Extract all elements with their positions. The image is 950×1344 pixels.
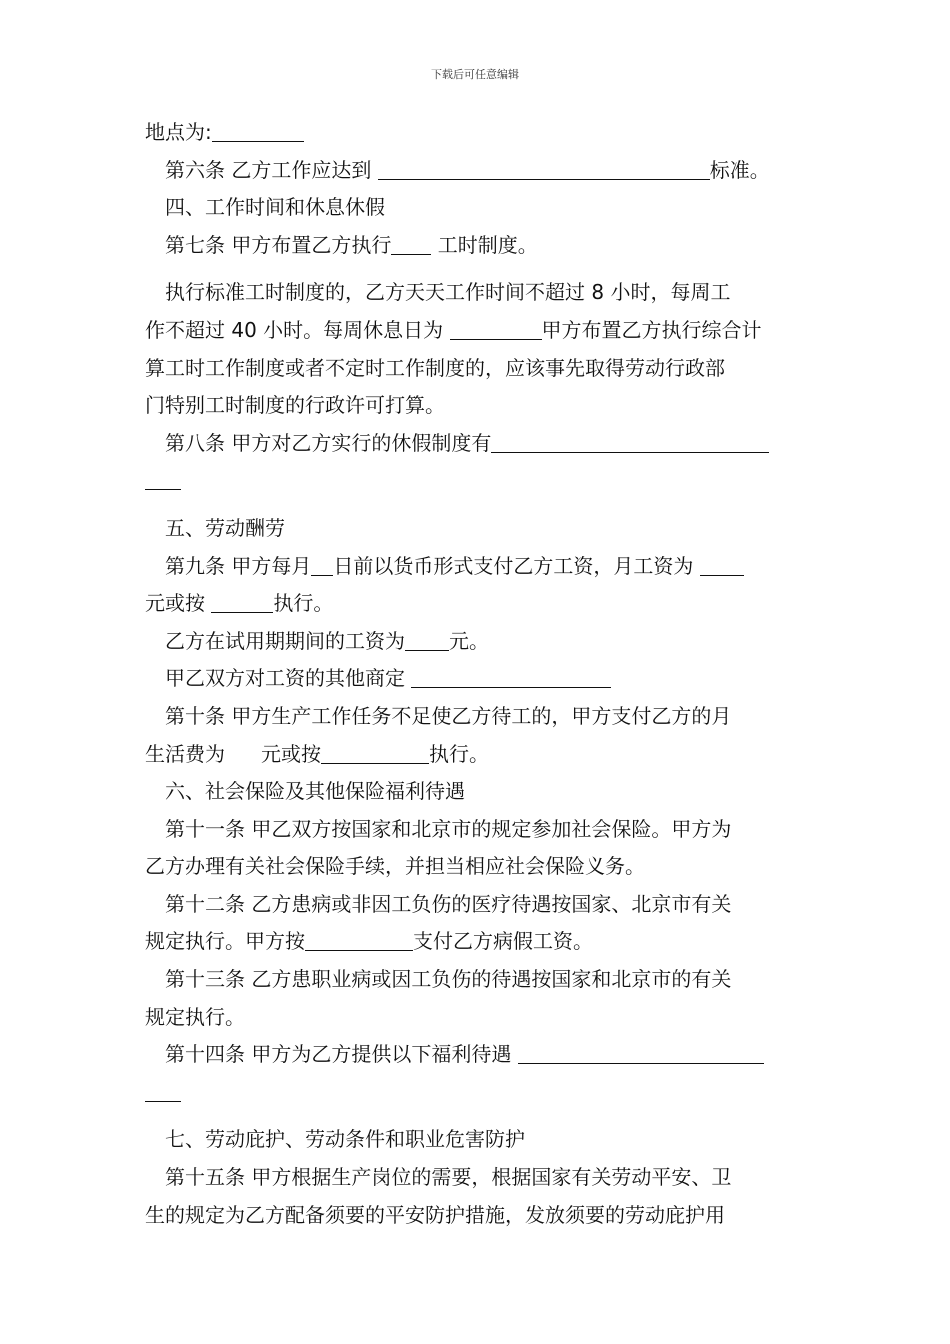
paragraph-line [145, 585, 810, 623]
paragraph-line: 门特别工时制度的行政许可打算。 [145, 393, 445, 418]
blank-field[interactable] [305, 928, 413, 951]
blank-field[interactable] [450, 317, 542, 340]
text: 元。 [449, 628, 489, 653]
paragraph-line: 算工时工作制度或者不定时工作制度的，应该事先取得劳动行政部 [145, 355, 725, 380]
clause-13: 第十三条 乙方患职业病或因工负伤的待遇按国家和北京市的有关 [165, 967, 732, 992]
blank-field[interactable] [211, 590, 273, 613]
text: 第七条 甲方布置乙方执行 [165, 232, 392, 257]
section-heading: 四、工作时间和休息休假 [165, 195, 385, 220]
clause-12: 第十二条 乙方患病或非因工负伤的医疗待遇按国家、北京市有关 [165, 891, 732, 916]
page-header: 下载后可任意编辑 [431, 68, 519, 81]
paragraph-line: 乙方办理有关社会保险手续，并担当相应社会保险义务。 [145, 854, 645, 879]
paragraph-line [145, 623, 810, 661]
blank-field[interactable] [212, 119, 304, 142]
text: 乙方在试用期期间的工资为 [165, 628, 405, 653]
blank-field[interactable] [700, 553, 744, 576]
blank-field[interactable] [405, 628, 449, 651]
text: 元或按 [145, 591, 212, 616]
clause-9 [145, 548, 810, 586]
text: 第十四条 甲方为乙方提供以下福利待遇 [165, 1042, 518, 1067]
text: 支付乙方病假工资。 [413, 929, 593, 954]
blank-field[interactable] [311, 553, 333, 576]
section-heading: 六、社会保险及其他保险福利待遇 [165, 779, 465, 804]
blank-field[interactable] [391, 232, 431, 255]
blank-field[interactable] [411, 665, 611, 688]
paragraph-line [145, 923, 810, 961]
blank-field[interactable] [145, 1079, 181, 1102]
blank-field[interactable] [518, 1041, 764, 1064]
document-body [145, 114, 810, 1234]
blank-field[interactable] [378, 157, 710, 180]
paragraph-line: 生的规定为乙方配备须要的平安防护措施，发放须要的劳动庇护用 [145, 1202, 725, 1227]
text: 第八条 甲方对乙方实行的休假制度有 [165, 430, 492, 455]
text: 第六条 乙方工作应达到 [165, 157, 378, 182]
text: 作不超过 40 小时。每周休息日为 [145, 317, 450, 342]
clause-15: 第十五条 甲方根据生产岗位的需要，根据国家有关劳动平安、卫 [165, 1165, 732, 1190]
blank-continuation [145, 1074, 810, 1112]
text: 第九条 甲方每月 [165, 553, 312, 578]
paragraph-line [145, 660, 810, 698]
clause-6 [145, 152, 810, 190]
paragraph-line [145, 736, 810, 774]
text: 甲方布置乙方执行综合计 [541, 317, 762, 342]
text: 生活费为 [145, 741, 225, 766]
text: 标准。 [709, 157, 770, 182]
paragraph-line: 执行标准工时制度的，乙方天天工作时间不超过 8 小时，每周工 [165, 280, 731, 305]
blank-field[interactable] [321, 741, 429, 764]
text: 元或按 [261, 741, 321, 766]
blank-continuation [145, 462, 810, 500]
clause-8 [145, 425, 810, 463]
text: 执行。 [273, 591, 334, 616]
section-heading: 七、劳动庇护、劳动条件和职业危害防护 [165, 1127, 525, 1152]
text: 地点为: [145, 120, 212, 144]
clause-10: 第十条 甲方生产工作任务不足使乙方待工的，甲方支付乙方的月 [165, 703, 732, 728]
text: 执行。 [429, 741, 489, 766]
paragraph-line: 规定执行。 [145, 1004, 245, 1029]
text: 日前以货币形式支付乙方工资，月工资为 [333, 553, 700, 578]
blank-field[interactable] [145, 467, 181, 490]
clause-11: 第十一条 甲乙双方按国家和北京市的规定参加社会保险。甲方为 [165, 816, 732, 841]
blank-field[interactable] [491, 430, 769, 453]
clause-14 [145, 1036, 810, 1074]
line [145, 114, 810, 152]
text: 工时制度。 [431, 232, 538, 257]
text: 规定执行。甲方按 [145, 929, 305, 954]
text: 甲乙双方对工资的其他商定 [165, 666, 412, 691]
section-heading: 五、劳动酬劳 [165, 515, 285, 540]
clause-7 [145, 227, 810, 265]
paragraph-line [145, 312, 810, 350]
